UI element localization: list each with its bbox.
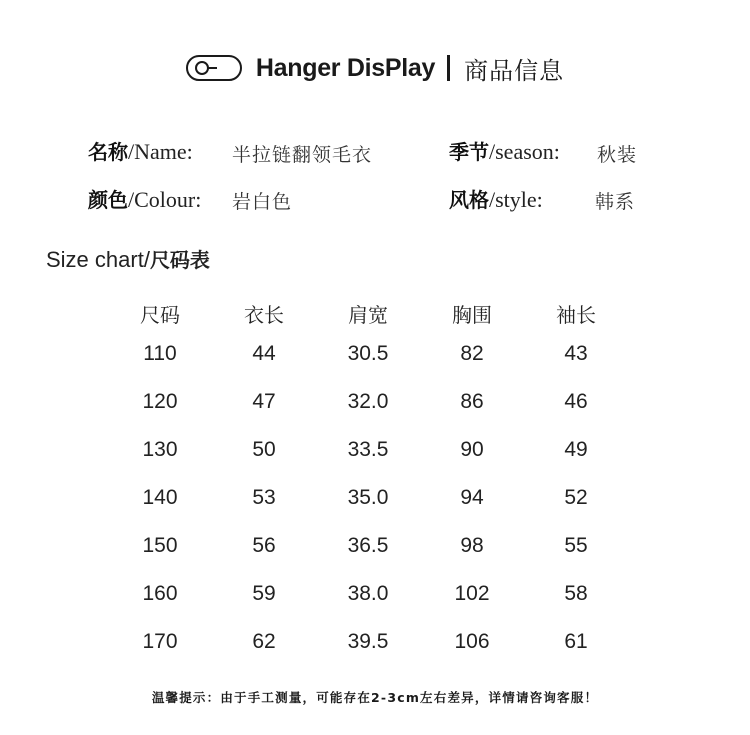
cell-chest: 86: [460, 390, 484, 413]
size-table: [108, 296, 628, 666]
cell-sleeve: 55: [564, 534, 588, 557]
header-chest: 胸围: [452, 302, 492, 327]
cell-size: 140: [142, 486, 178, 509]
cell-shoulder: 39.5: [347, 630, 389, 653]
info-row-color: [88, 184, 201, 214]
size-table-header-row: [108, 296, 628, 330]
cell-size: 150: [142, 534, 178, 557]
cell-chest: 90: [460, 438, 484, 461]
header-sleeve: 袖长: [556, 302, 596, 327]
cell-length: 59: [252, 582, 276, 605]
table-row: [108, 474, 628, 522]
cell-sleeve: 49: [564, 438, 588, 461]
header-divider: [447, 55, 450, 81]
page-header: [0, 48, 750, 88]
cell-length: 53: [252, 486, 276, 509]
info-key-name-en: /Name:: [128, 139, 193, 164]
cell-size: 110: [143, 342, 177, 365]
cell-length: 47: [252, 390, 276, 413]
toggle-switch-icon: [186, 55, 242, 81]
cell-size: 130: [142, 438, 178, 461]
cell-chest: 94: [460, 486, 484, 509]
info-key-season-cn: 季节: [449, 140, 489, 164]
info-key-style-en: /style:: [489, 187, 543, 212]
cell-length: 62: [252, 630, 276, 653]
info-value-style: 韩系: [595, 191, 636, 213]
cell-chest: 98: [460, 534, 484, 557]
table-row: [108, 426, 628, 474]
table-row: [108, 570, 628, 618]
header-shoulder: 肩宽: [348, 302, 388, 327]
cell-chest: 106: [454, 630, 490, 653]
cell-sleeve: 61: [564, 630, 588, 653]
cell-shoulder: 30.5: [347, 342, 389, 365]
cell-shoulder: 33.5: [347, 438, 389, 461]
cell-length: 44: [252, 342, 276, 365]
cell-sleeve: 46: [564, 390, 588, 413]
info-key-color-en: /Colour:: [128, 187, 202, 212]
info-value-name: 半拉链翻领毛衣: [232, 144, 373, 166]
cell-shoulder: 35.0: [347, 486, 389, 509]
size-chart-title-en: Size chart/: [46, 247, 150, 272]
cell-sleeve: 43: [564, 342, 588, 365]
brand-name: Hanger DisPlay: [255, 53, 436, 82]
cell-shoulder: 38.0: [347, 582, 389, 605]
cell-length: 56: [252, 534, 276, 557]
info-key-season-en: /season:: [489, 139, 560, 164]
table-row: [108, 378, 628, 426]
cell-shoulder: 36.5: [347, 534, 389, 557]
size-chart-title: [46, 244, 210, 273]
info-row-name: [88, 136, 193, 166]
table-row: [108, 330, 628, 378]
cell-shoulder: 32.0: [347, 390, 389, 413]
info-key-name-cn: 名称: [88, 140, 128, 164]
cell-size: 120: [142, 390, 178, 413]
header-length: 衣长: [244, 302, 284, 327]
size-chart-title-cn: 尺码表: [149, 248, 210, 272]
info-row-season: [449, 136, 560, 166]
cell-chest: 82: [460, 342, 484, 365]
info-value-season: 秋装: [597, 144, 638, 166]
info-row-style: [449, 184, 543, 214]
cell-size: 160: [142, 582, 178, 605]
cell-size: 170: [142, 630, 178, 653]
cell-length: 50: [252, 438, 276, 461]
table-row: [108, 522, 628, 570]
footer-note: 温馨提示：由于手工测量，可能存在2-3cm左右差异，详情请咨询客服！: [151, 690, 599, 705]
cell-sleeve: 52: [564, 486, 588, 509]
info-value-color: 岩白色: [232, 191, 293, 213]
header-subtitle: 商品信息: [464, 56, 565, 85]
cell-chest: 102: [454, 582, 490, 605]
info-key-color-cn: 颜色: [88, 188, 128, 212]
cell-sleeve: 58: [564, 582, 588, 605]
table-row: [108, 618, 628, 666]
header-size: 尺码: [140, 302, 180, 327]
info-key-style-cn: 风格: [449, 188, 489, 212]
